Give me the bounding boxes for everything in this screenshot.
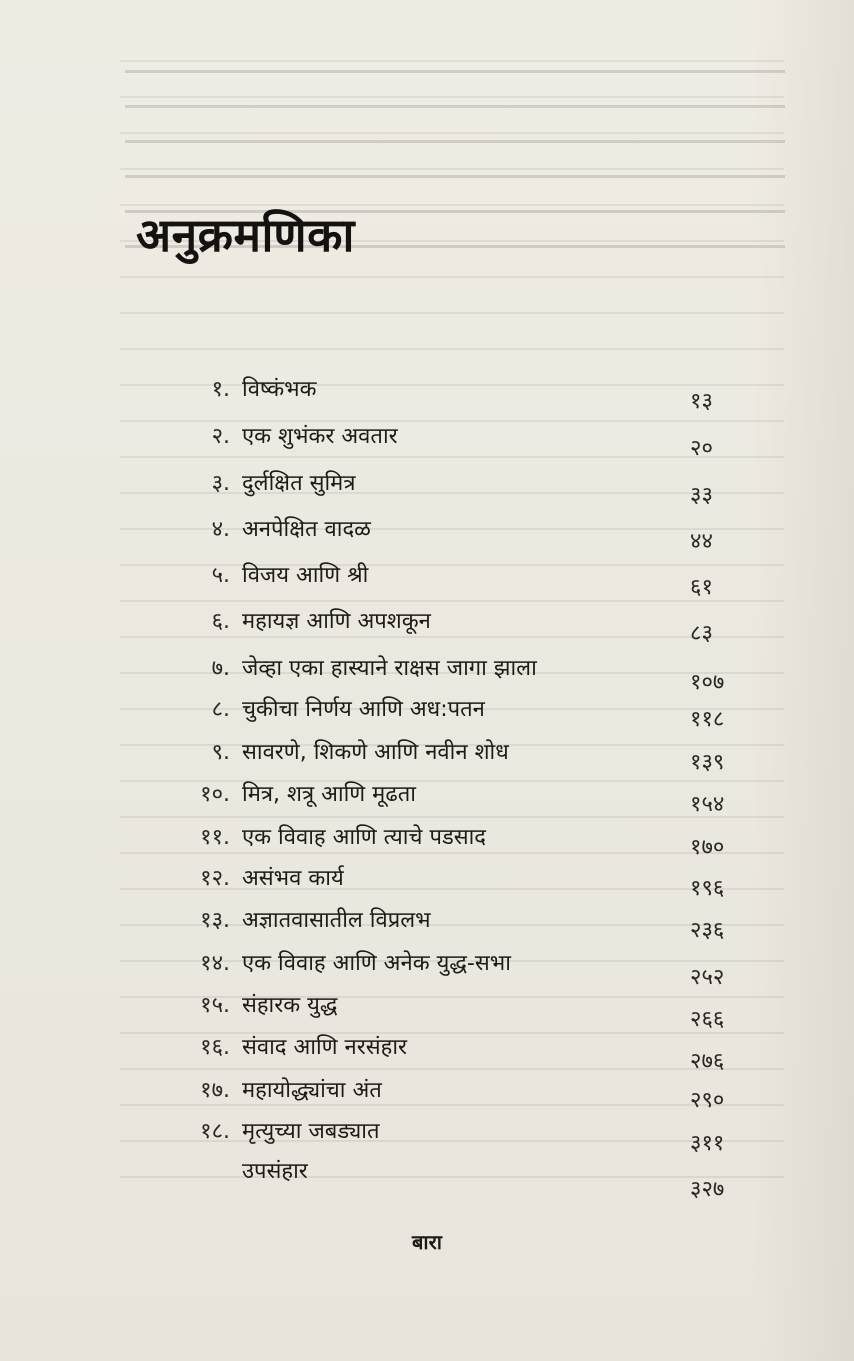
chapter-number: १५. <box>200 993 230 1018</box>
page-number: २५२ <box>690 965 725 990</box>
chapter-number: ११. <box>200 825 230 850</box>
toc-entry <box>0 1112 854 1156</box>
toc-entry <box>0 690 854 730</box>
page-title: अनुक्रमणिका <box>136 208 355 262</box>
toc-entry <box>0 775 854 815</box>
chapter-number: ३. <box>211 471 230 496</box>
toc-entry <box>0 986 854 1032</box>
toc-entry <box>0 602 854 646</box>
chapter-title: जेव्हा एका हास्याने राक्षस जागा झाला <box>242 656 537 681</box>
toc-entry <box>0 1152 854 1202</box>
chapter-number: ६. <box>211 609 230 634</box>
chapter-title: विष्कंभक <box>242 377 317 402</box>
chapter-title: सावरणे, शिकणे आणि नवीन शोध <box>242 740 509 765</box>
page-number: १७० <box>690 835 725 860</box>
page-number: १०७ <box>690 670 725 695</box>
chapter-title: दुर्लक्षित सुमित्र <box>242 471 356 496</box>
page-footer: बारा <box>412 1230 442 1254</box>
chapter-number: १. <box>211 377 230 402</box>
page-number: १५४ <box>690 792 725 817</box>
page-number: १३९ <box>690 750 725 775</box>
chapter-title: अनपेक्षित वादळ <box>242 517 371 542</box>
page-number: ११८ <box>690 707 725 732</box>
toc-entry <box>0 649 854 695</box>
toc-entry <box>0 859 854 899</box>
chapter-title: मृत्युच्या जबड्यात <box>242 1119 380 1144</box>
chapter-title: अज्ञातवासातील विप्रलभ <box>242 908 431 933</box>
toc-entry <box>0 944 854 990</box>
chapter-number: ९. <box>211 740 230 765</box>
chapter-title: महायोद्ध्यांचा अंत <box>242 1078 382 1103</box>
page-number: १३ <box>690 389 713 414</box>
toc-entry <box>0 510 854 554</box>
chapter-title: एक विवाह आणि त्याचे पडसाद <box>242 825 486 850</box>
chapter-number: ५. <box>211 563 230 588</box>
chapter-title: संवाद आणि नरसंहार <box>242 1035 408 1060</box>
chapter-number: १२. <box>200 866 230 891</box>
chapter-number: १३. <box>200 908 230 933</box>
chapter-number: ८. <box>211 697 230 722</box>
chapter-number: १७. <box>200 1078 230 1103</box>
chapter-title: एक विवाह आणि अनेक युद्ध-सभा <box>242 951 511 976</box>
page-number: २६६ <box>690 1007 725 1032</box>
toc-entry <box>0 370 854 414</box>
toc-entry <box>0 901 854 941</box>
chapter-number: ४. <box>211 517 230 542</box>
toc-entry <box>0 733 854 773</box>
chapter-title: उपसंहार <box>242 1159 308 1184</box>
chapter-number: १४. <box>200 951 230 976</box>
chapter-title: असंभव कार्य <box>242 866 344 891</box>
page-number: ३११ <box>690 1131 725 1156</box>
toc-entry <box>0 417 854 461</box>
chapter-number: २. <box>211 424 230 449</box>
toc-entry <box>0 818 854 858</box>
toc-entry <box>0 556 854 600</box>
chapter-number: १०. <box>200 782 230 807</box>
chapter-title: एक शुभंकर अवतार <box>242 424 398 449</box>
page-number: ६१ <box>690 575 713 600</box>
chapter-number: १६. <box>200 1035 230 1060</box>
page-number: २३६ <box>690 918 725 943</box>
chapter-title: मित्र, शत्रू आणि मूढता <box>242 782 416 807</box>
toc-entry <box>0 464 854 508</box>
page-number: ३२७ <box>690 1177 725 1202</box>
chapter-title: महायज्ञ आणि अपशकून <box>242 609 431 634</box>
page-number: २७६ <box>690 1049 725 1074</box>
chapter-number: १८. <box>200 1119 230 1144</box>
chapter-number: ७. <box>211 656 230 681</box>
chapter-title: चुकीचा निर्णय आणि अध:पतन <box>242 697 485 722</box>
page-number: ३३ <box>690 483 713 508</box>
toc-entry <box>0 1071 854 1111</box>
page-number: ४४ <box>690 529 713 554</box>
chapter-title: विजय आणि श्री <box>242 563 369 588</box>
page-number: २९० <box>690 1088 725 1113</box>
page-number: १९६ <box>690 876 725 901</box>
page-number: २० <box>690 436 713 461</box>
toc-entry <box>0 1028 854 1074</box>
chapter-title: संहारक युद्ध <box>242 993 338 1018</box>
page-number: ८३ <box>690 621 713 646</box>
